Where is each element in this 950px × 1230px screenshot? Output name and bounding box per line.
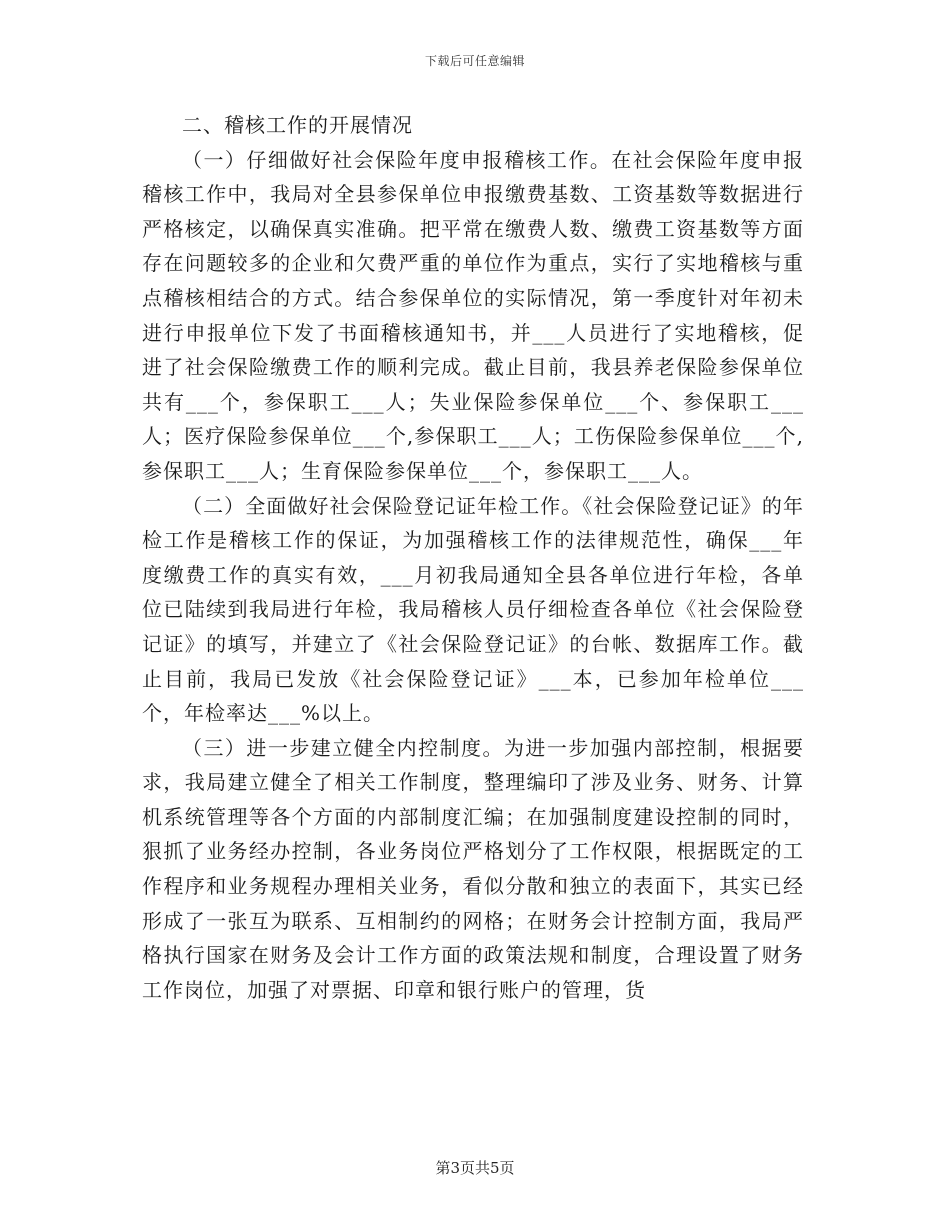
- paragraph-2: （二）全面做好社会保险登记证年检工作。《社会保险登记证》的年检工作是稽核工作的保证，为加强稽核工作的法律规范性，确保___年度缴费工作的真实有效，___月初我局通知全县各单位进行年检，各单位已陆续到我局进行年检，我局稽核人员仔细检查各单位《社会保险登记证》的填写，并建立了《社会保险登记证》的台帐、数据库工作。截止目前，我局已发放《社会保险登记证》___本，已参加年检单位___个，年检率达___%以上。: [142, 493, 804, 726]
- paragraph-1: （一）仔细做好社会保险年度申报稽核工作。在社会保险年度申报稽核工作中，我局对全县参保单位申报缴费基数、工资基数等数据进行严格核定，以确保真实准确。把平常在缴费人数、缴费工资基数等方面存在问题较多的企业和欠费严重的单位作为重点，实行了实地稽核与重点稽核相结合的方式。结合参保单位的实际情况，第一季度针对年初未进行申报单位下发了书面稽核通知书，并___人员进行了实地稽核，促进了社会保险缴费工作的顺利完成。截止目前，我县养老保险参保单位共有___个，参保职工___人；失业保险参保单位___个、参保职工___人；医疗保险参保单位___个,参保职工___人；工伤保险参保单位___个,参保职工___人；生育保险参保单位___个，参保职工___人。: [142, 147, 804, 483]
- section-heading: 二、稽核工作的开展情况: [182, 113, 413, 137]
- page-header-note: 下载后可任意编辑: [424, 54, 525, 68]
- paragraph-3: （三）进一步建立健全内控制度。为进一步加强内部控制，根据要求，我局建立健全了相关工作制度，整理编印了涉及业务、财务、计算机系统管理等各个方面的内部制度汇编；在加强制度建设控制的同时，狠抓了业务经办控制，各业务岗位严格划分了工作权限，根据既定的工作程序和业务规程办理相关业务，看似分散和独立的表面下，其实已经形成了一张互为联系、互相制约的网格；在财务会计控制方面，我局严格执行国家在财务及会计工作方面的政策法规和制度，合理设置了财务工作岗位，加强了对票据、印章和银行账户的管理，货: [142, 735, 804, 1002]
- document-body: [142, 108, 804, 1007]
- page-footer-number: 第3页共5页: [435, 1159, 515, 1177]
